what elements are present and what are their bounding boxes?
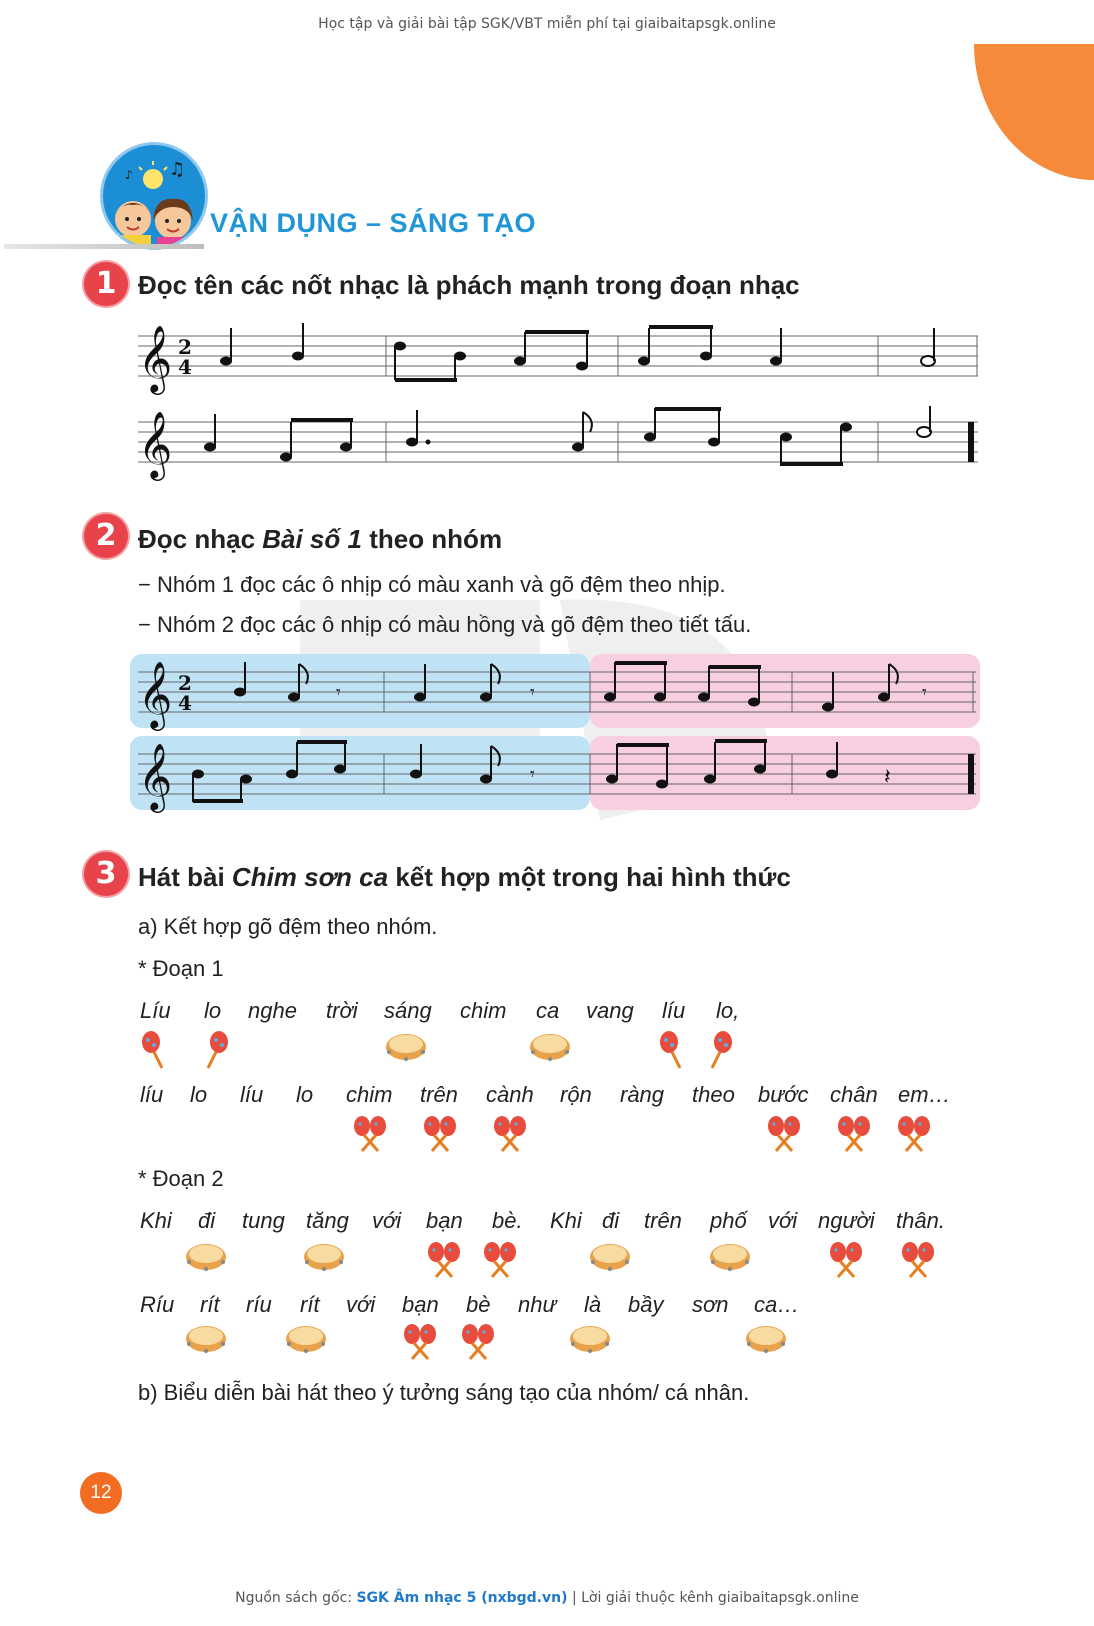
lyric-word: trên: [420, 1082, 458, 1107]
lyric-word: ràng: [620, 1082, 665, 1107]
question-2-title: Đọc nhạc Bài số 1 theo nhóm: [138, 524, 503, 554]
top-note: Học tập và giải bài tập SGK/VBT miễn phí tại giaibaitapsgk.online: [318, 16, 776, 32]
music-staff-2: [138, 406, 978, 496]
lyric-word: chim: [460, 998, 507, 1023]
lyric-word: chân: [830, 1082, 878, 1107]
svg-text:♫: ♫: [169, 159, 186, 180]
double-maraca-icon: [492, 1114, 528, 1152]
lyric-word: líu: [240, 1082, 264, 1107]
lyric-word: chim: [346, 1082, 393, 1107]
lyric-word: phố: [710, 1208, 747, 1233]
lyric-word: thân.: [896, 1208, 945, 1233]
lyric-word: Khi: [140, 1208, 172, 1233]
header-underline: [4, 244, 204, 249]
maraca-icon: [708, 1030, 734, 1070]
lyric-word: cành: [486, 1082, 534, 1107]
lyric-word: líu: [140, 1082, 164, 1107]
maraca-icon: [658, 1030, 684, 1070]
treble-clef-icon: 𝄞: [138, 324, 173, 392]
double-maraca-icon: [422, 1114, 458, 1152]
lyric-word: bè.: [492, 1208, 523, 1233]
double-maraca-icon: [896, 1114, 932, 1152]
lyric-word: theo: [692, 1082, 735, 1107]
lyric-word: ríu: [246, 1292, 272, 1317]
q3-part-b: b) Biểu diễn bài hát theo ý tưởng sáng tạo của nhóm/ cá nhân.: [138, 1380, 750, 1405]
lyrics-line-3: [140, 1208, 980, 1244]
lyric-word: bầy: [628, 1292, 664, 1317]
footer-credit: | Lời giải thuộc kênh giaibaitapsgk.online: [567, 1590, 859, 1606]
lyric-word: với: [372, 1208, 402, 1233]
lyrics-line-1: [140, 998, 980, 1034]
lyric-word: rít: [200, 1292, 220, 1317]
pink-measure-bar-2: [590, 736, 980, 810]
lyric-word: rít: [300, 1292, 320, 1317]
double-maraca-icon: [460, 1322, 496, 1360]
q3-part-a: a) Kết hợp gõ đệm theo nhóm.: [138, 914, 438, 939]
lyric-word: Líu: [140, 998, 171, 1023]
colored-music-staff: [130, 652, 982, 818]
tambourine-icon: [384, 1030, 428, 1064]
svg-text:𝄾: 𝄾: [336, 682, 341, 703]
lyric-word: đi: [602, 1208, 620, 1233]
instrument-row-2: [140, 1114, 980, 1154]
footer: [0, 1590, 1094, 1606]
svg-text:2: 2: [178, 335, 192, 359]
double-maraca-icon: [402, 1322, 438, 1360]
footer-source-link[interactable]: SGK Âm nhạc 5 (nxbgd.vn): [356, 1590, 568, 1606]
lyric-word: bè: [466, 1292, 491, 1317]
lyric-word: tung: [242, 1208, 285, 1233]
lyric-word: ca…: [754, 1292, 800, 1317]
instrument-row-1: [140, 1030, 980, 1070]
question-1-title: Đọc tên các nốt nhạc là phách mạnh trong đoạn nhạc: [138, 270, 800, 300]
music-staff-1: [138, 320, 978, 410]
tambourine-icon: [568, 1322, 612, 1356]
double-maraca-icon: [482, 1240, 518, 1278]
lyric-word: với: [346, 1292, 376, 1317]
maraca-icon: [140, 1030, 166, 1070]
lyric-word: tăng: [306, 1208, 349, 1233]
lyric-word: trên: [644, 1208, 682, 1233]
lyric-word: rộn: [560, 1082, 592, 1107]
lyric-word: sơn: [692, 1292, 729, 1317]
svg-text:𝄞: 𝄞: [138, 660, 173, 728]
svg-text:𝄞: 𝄞: [138, 742, 173, 810]
double-maraca-icon: [836, 1114, 872, 1152]
svg-text:𝄾: 𝄾: [922, 682, 927, 703]
lyric-word: đi: [198, 1208, 216, 1233]
question-2-badge: 2: [84, 514, 128, 558]
lyric-word: lo: [204, 998, 222, 1023]
page-number: 12: [80, 1472, 122, 1514]
svg-text:♪: ♪: [125, 168, 133, 182]
instrument-row-3: [140, 1240, 980, 1280]
treble-clef-icon: 𝄞: [138, 410, 173, 478]
blue-measure-bar-1: [130, 654, 590, 728]
svg-text:4: 4: [178, 355, 192, 379]
lyric-word: nghe: [248, 998, 297, 1023]
doan-1-label: * Đoạn 1: [138, 956, 224, 981]
lyric-word: như: [518, 1292, 557, 1317]
double-maraca-icon: [426, 1240, 462, 1278]
instrument-row-4: [140, 1322, 980, 1362]
lyric-word: vang: [586, 998, 634, 1023]
corner-decoration: [974, 44, 1094, 180]
q2-instruction-1: − Nhóm 1 đọc các ô nhịp có màu xanh và gõ đệm theo nhịp.: [138, 572, 726, 597]
lyric-word: Ríu: [140, 1292, 175, 1317]
lyric-word: ca: [536, 998, 560, 1023]
tambourine-icon: [284, 1322, 328, 1356]
section-header: [0, 140, 560, 250]
double-maraca-icon: [828, 1240, 864, 1278]
kids-logo-icon: [100, 142, 208, 250]
double-maraca-icon: [900, 1240, 936, 1278]
svg-text:𝄽: 𝄽: [884, 765, 891, 790]
lyric-word: với: [768, 1208, 798, 1233]
svg-text:𝄾: 𝄾: [530, 682, 535, 703]
doan-2-label: * Đoạn 2: [138, 1166, 224, 1191]
lyric-word: lo: [296, 1082, 314, 1107]
lyric-word: bạn: [402, 1292, 439, 1317]
lyric-word: bước: [758, 1082, 809, 1107]
svg-text:𝄾: 𝄾: [530, 764, 535, 785]
tambourine-icon: [302, 1240, 346, 1274]
tambourine-icon: [588, 1240, 632, 1274]
lyric-word: sáng: [384, 998, 432, 1023]
question-3-badge: 3: [84, 852, 128, 896]
svg-text:4: 4: [178, 691, 192, 715]
q2-instruction-2: − Nhóm 2 đọc các ô nhịp có màu hồng và gõ đệm theo tiết tấu.: [138, 612, 752, 637]
maraca-icon: [204, 1030, 230, 1070]
question-3-title: Hát bài Chim sơn ca kết hợp một trong hai hình thức: [138, 862, 791, 892]
lyric-word: lo,: [716, 998, 740, 1023]
lyric-word: Khi: [550, 1208, 582, 1233]
svg-text:2: 2: [178, 671, 192, 695]
section-title: VẬN DỤNG – SÁNG TẠO: [210, 208, 537, 238]
lyric-word: người: [818, 1208, 875, 1233]
lyric-word: bạn: [426, 1208, 463, 1233]
footer-source-label: Nguồn sách gốc:: [235, 1590, 357, 1606]
lyric-word: líu: [662, 998, 686, 1023]
lyrics-line-2: [140, 1082, 980, 1118]
lyric-word: em…: [898, 1082, 951, 1107]
lyric-word: trời: [326, 998, 358, 1023]
tambourine-icon: [184, 1322, 228, 1356]
tambourine-icon: [184, 1240, 228, 1274]
tambourine-icon: [528, 1030, 572, 1064]
question-1-badge: 1: [84, 262, 128, 306]
tambourine-icon: [708, 1240, 752, 1274]
tambourine-icon: [744, 1322, 788, 1356]
double-maraca-icon: [766, 1114, 802, 1152]
lyric-word: là: [584, 1292, 602, 1317]
double-maraca-icon: [352, 1114, 388, 1152]
lyric-word: lo: [190, 1082, 208, 1107]
